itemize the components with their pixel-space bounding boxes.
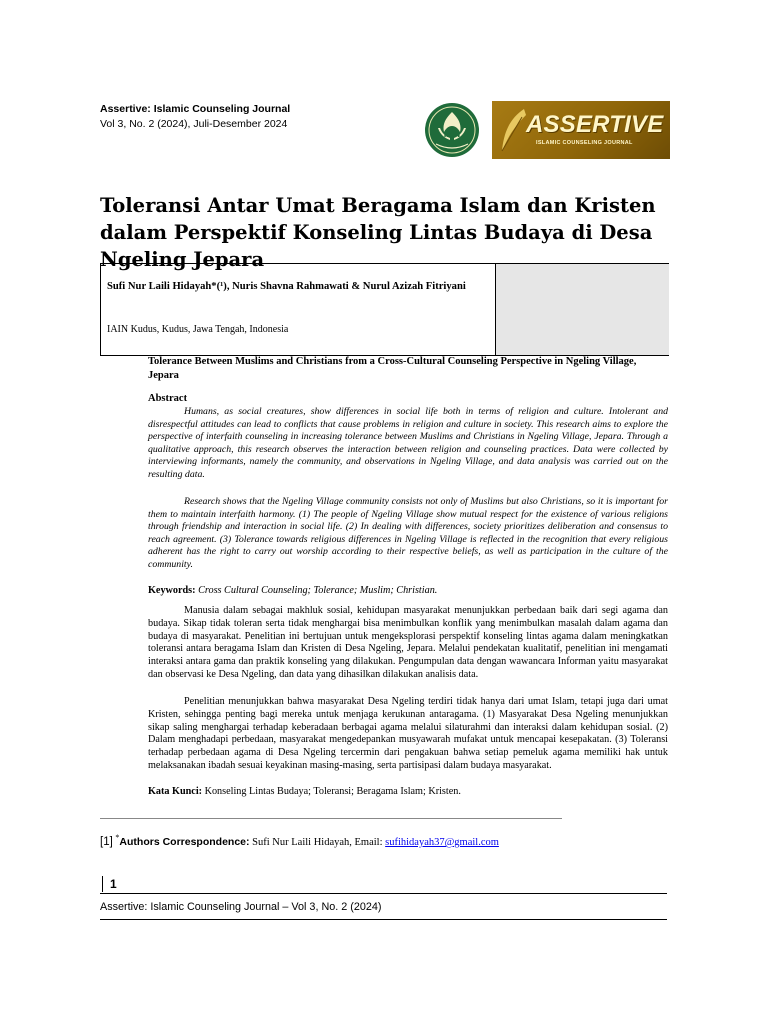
author-affiliation: IAIN Kudus, Kudus, Jawa Tengah, Indonesia (107, 324, 289, 335)
footnote-star: * (115, 833, 120, 842)
journal-volume: Vol 3, No. 2 (2024), Juli-Desember 2024 (100, 118, 288, 130)
abstract-heading: Abstract (148, 393, 188, 404)
svg-text:IAIN: IAIN (443, 131, 461, 139)
footer-rule-bottom (100, 919, 667, 920)
keywords-label: Keywords: (148, 585, 196, 596)
assertive-journal-banner (492, 101, 670, 159)
footnote (100, 833, 499, 848)
author-info-box (100, 263, 669, 356)
footnote-divider (100, 818, 562, 819)
footer-journal-citation: Assertive: Islamic Counseling Journal – Vol 3, No. 2 (2024) (100, 901, 382, 913)
assertive-wordmark: ASSERTIVE (526, 111, 664, 138)
journal-name: Assertive: Islamic Counseling Journal (100, 103, 291, 115)
kata-kunci-text: Konseling Lintas Budaya; Toleransi; Beragama Islam; Kristen. (204, 786, 461, 797)
keywords-line (148, 585, 437, 596)
abstract-paragraph-1: Humans, as social creatures, show differences in social life both in terms of religion and culture. Intolerant and disrespectful attitudes can lead to conflicts that cause problems in religion and culture in society. This research aims to explore the perspective of interfaith counseling in increasing tolerance between Muslims and Christians in Ngeling Village, Jepara. Through a qualitative approach, this research observes the interaction between religion and counseling practices. Data were collected by interviewing informants, namely the community, and observations in Ngeling Village, and data analysis was carried out on the resulting data. (148, 406, 668, 480)
abstrak-paragraph-1: Manusia dalam sebagai makhluk sosial, kehidupan masyarakat menunjukkan perbedaan baik dari segi agama dan budaya. Sikap tidak toleran serta tidak menghargai bisa menimbulkan konflik yang menimbulkan masalah dalam agama dan budaya di masyarakat. Penelitian ini bertujuan untuk mengeksplorasi perspektif konseling lintas agama dalam meningkatkan toleransi antara beragama Islam dan Kristen di Desa Ngeling, Jepara. Melalui pendekatan kualitatif, penelitian ini mengamati interaksi antara gama dan praktik konseling yang dilakukan. Pengumpulan data dengan wawancara Informan yaitu masyarakat dan observasi ke Desa Ngeling, dan data yang dihasilkan dilakukan analisis data. (148, 605, 668, 680)
article-title: Toleransi Antar Umat Beragama Islam dan Kristen dalam Perspektif Konseling Lintas Budaya di Desa Ngeling Jepara (100, 194, 656, 271)
footnote-number: [1] (100, 836, 113, 848)
blank-info-cell (495, 264, 669, 355)
kata-kunci-line (148, 786, 461, 797)
footnote-label: Authors Correspondence: (119, 836, 250, 848)
correspondence-email-link[interactable]: sufihidayah37@gmail.com (385, 837, 499, 848)
page-number-bar (102, 876, 103, 892)
author-cell (101, 264, 494, 355)
keywords-text: Cross Cultural Counseling; Tolerance; Muslim; Christian. (198, 585, 438, 596)
abstract-paragraph-2: Research shows that the Ngeling Village community consists not only of Muslims but also Christians, so it is important for them to maintain interfaith harmony. (1) The people of Ngeling Village show mutual respect for the existence of various religions through friendship and interaction in social life. (2) In dealing with differences, society prioritizes deliberation and consensus to reach agreement. (3) Tolerance towards religious differences in Ngeling Village is reflected in the recognition that every religious adherent has the right to carry out worship according to their respective beliefs, as well as participation in the culture of the community. (148, 496, 668, 570)
assertive-subtitle: ISLAMIC COUNSELING JOURNAL (536, 140, 633, 146)
page-number: 1 (110, 877, 117, 891)
footnote-text: Sufi Nur Laili Hidayah, Email: (252, 837, 383, 848)
english-title: Tolerance Between Muslims and Christians from a Cross-Cultural Counseling Perspective in Ngeling Village, Jepara (148, 356, 637, 381)
footer-rule-top (100, 893, 667, 894)
author-names: Sufi Nur Laili Hidayah*(¹), Nuris Shavna Rahmawati & Nurul Azizah Fitriyani (107, 281, 466, 292)
iain-logo (424, 102, 480, 158)
abstrak-paragraph-2: Penelitian menunjukkan bahwa masyarakat Desa Ngeling terdiri tidak hanya dari umat Islam, tetapi juga dari umat Kristen, sehingga penting bagi mereka untuk menjaga kerukunan antaragama. (1) Masyarakat Desa Ngeling menunjukkan sikap saling menghargai terhadap keberadaan berbagai agama melalui silaturahmi dan interaksi dalam kehidupan sosial. (2) Dalam menghadapi perbedaan, masyarakat mengedepankan musyawarah mufakat untuk mencapai kesepakatan. (3) Toleransi terhadap perbedaan agama di Desa Ngeling tercermin dari pengakuan bahwa setiap pemeluk agama memiliki hak untuk melaksanakan ibadah sesuai keyakinan masing-masing, serta partisipasi dalam budaya masyarakat. (148, 696, 668, 771)
kata-kunci-label: Kata Kunci: (148, 786, 203, 797)
